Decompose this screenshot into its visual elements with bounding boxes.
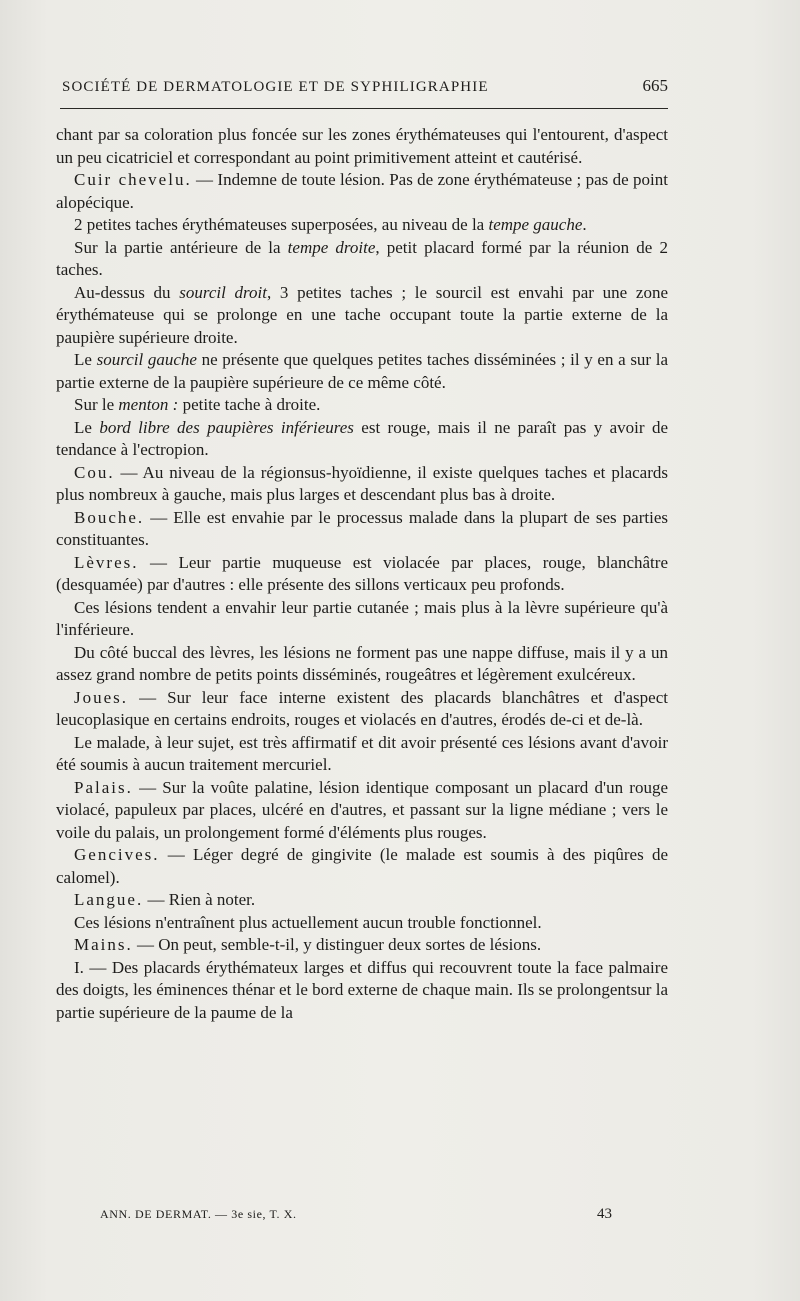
paragraph — [56, 214, 668, 237]
text-run: — Elle est envahie par le processus malade dans la plupart de ses parties constituantes. — [56, 507, 668, 549]
paragraph — [56, 349, 668, 394]
paragraph — [56, 282, 668, 350]
text-run: Au-dessus du — [74, 282, 180, 302]
paragraph — [56, 889, 668, 912]
italic-term: sourcil gauche — [96, 350, 197, 369]
text-run: — Leur partie muqueuse est violacée par places, rouge, blanchâtre (desquamée) par d'autres : elle présente des sillons verticaux peu profonds. — [56, 552, 668, 594]
section-heading: Cou. — [74, 462, 115, 482]
text-run: est rouge, mais il ne paraît pas y avoir de tendance à l'ectropion. — [56, 417, 668, 459]
text-run: Ces lésions tendent a envahir leur partie cutanée ; mais plus à la lèvre supérieure qu'à l'inférieure. — [56, 597, 668, 639]
section-heading: Joues. — [74, 687, 129, 707]
text-run: , petit placard formé par la réunion de 2 taches. — [56, 237, 668, 279]
italic-term: menton : — [118, 395, 179, 414]
page-footer — [100, 1206, 612, 1230]
paragraph — [56, 552, 668, 597]
text-run: . — [582, 215, 587, 234]
body-text — [56, 124, 668, 1024]
paragraph — [56, 732, 668, 777]
paragraph — [56, 777, 668, 845]
italic-term: sourcil droit — [179, 282, 267, 302]
running-header — [62, 76, 668, 104]
paragraph — [56, 597, 668, 642]
text-run: petite tache à droite. — [178, 395, 321, 414]
text-run: Sur le — [74, 395, 119, 414]
running-title: SOCIÉTÉ DE DERMATOLOGIE ET DE SYPHILIGRAPHIE — [62, 79, 489, 95]
text-run: I. — Des placards érythémateux larges et diffus qui recouvrent toute la face palmaire des doigts, les éminences thénar et le bord externe de chaque main. Ils se prolongentsur la partie supérieure de la paume de la — [56, 957, 668, 1022]
section-heading: Langue. — [74, 890, 144, 909]
text-run: chant par sa coloration plus foncée sur les zones érythémateuses qui l'entourent, d'aspect un peu cicatriciel et correspondant au point primitivement atteint et cautérisé. — [56, 125, 668, 167]
text-run: — Indemne de toute lésion. Pas de zone érythémateuse ; pas de point alopécique. — [56, 170, 669, 212]
paragraph — [56, 957, 668, 1025]
section-heading: Bouche. — [74, 507, 145, 527]
text-run: — Au niveau de la régionsus-hyoïdienne, il existe quelques taches et placards plus nombreux à gauche, mais plus larges et descendant plus bas à droite. — [56, 462, 668, 504]
section-heading: Mains. — [74, 935, 133, 954]
text-run: — Sur la voûte palatine, lésion identique composant un placard d'un rouge violacé, papuleux par places, ulcéré en d'autres, et passant sur la ligne médiane ; vers le voile du palais, un prolongement formé d'éléments plus rouges. — [56, 777, 668, 842]
text-run: Le malade, à leur sujet, est très affirmatif et dit avoir présenté ces lésions avant d'avoir été soumis à aucun traitement mercuriel. — [56, 732, 668, 774]
paragraph — [56, 934, 668, 957]
section-heading: Cuir chevelu. — [74, 170, 192, 189]
paragraph — [56, 462, 668, 507]
paragraph — [56, 687, 668, 732]
text-run: — Léger degré de gingivite (le malade est soumis à des piqûres de calomel). — [56, 845, 668, 887]
italic-term: bord libre des paupières inférieures — [99, 417, 354, 437]
header-rule — [60, 108, 668, 109]
paragraph — [56, 169, 668, 214]
page-number: 665 — [642, 76, 668, 95]
paragraph — [56, 237, 668, 282]
text-run: — Rien à noter. — [143, 890, 256, 909]
text-run: — Sur leur face interne existent des placards blanchâtres et d'aspect leucoplasique en certains endroits, rouges et violacés en d'autres, érodés de-ci et de-là. — [56, 687, 668, 729]
text-run: Le — [74, 350, 97, 369]
paragraph — [56, 507, 668, 552]
text-run: Du côté buccal des lèvres, les lésions ne forment pas une nappe diffuse, mais il y a un assez grand nombre de petits points disséminés, rougeâtres et légèrement exulcéreux. — [56, 642, 668, 684]
text-run: — On peut, semble-t-il, y distinguer deux sortes de lésions. — [132, 935, 542, 954]
signature-mark: 43 — [597, 1206, 612, 1222]
text-run: ne présente que quelques petites taches disséminées ; il y en a sur la partie externe de la paupière supérieure de ce même côté. — [56, 350, 669, 392]
text-run: 2 petites taches érythémateuses superposées, au niveau de la — [74, 215, 489, 234]
paragraph — [56, 124, 668, 169]
journal-reference: ANN. DE DERMAT. — 3e sie, T. X. — [100, 1207, 297, 1221]
paragraph — [56, 912, 668, 935]
section-heading: Gencives. — [74, 845, 160, 864]
text-run: , 3 petites taches ; le sourcil est envahi par une zone érythémateuse qui se prolonge en une tache occupant toute la partie externe de la paupière supérieure droite. — [56, 282, 668, 347]
paragraph — [56, 844, 668, 889]
section-heading: Palais. — [74, 777, 133, 797]
italic-term: tempe droite — [287, 237, 376, 257]
text-run: Sur la partie antérieure de la — [74, 237, 288, 257]
text-run: Le — [74, 417, 100, 437]
section-heading: Lèvres. — [74, 552, 139, 572]
text-run: Ces lésions n'entraînent plus actuellement aucun trouble fonctionnel. — [74, 912, 542, 932]
paragraph — [56, 394, 668, 417]
paragraph — [56, 642, 668, 687]
italic-term: tempe gauche — [488, 215, 583, 234]
paragraph — [56, 417, 668, 462]
